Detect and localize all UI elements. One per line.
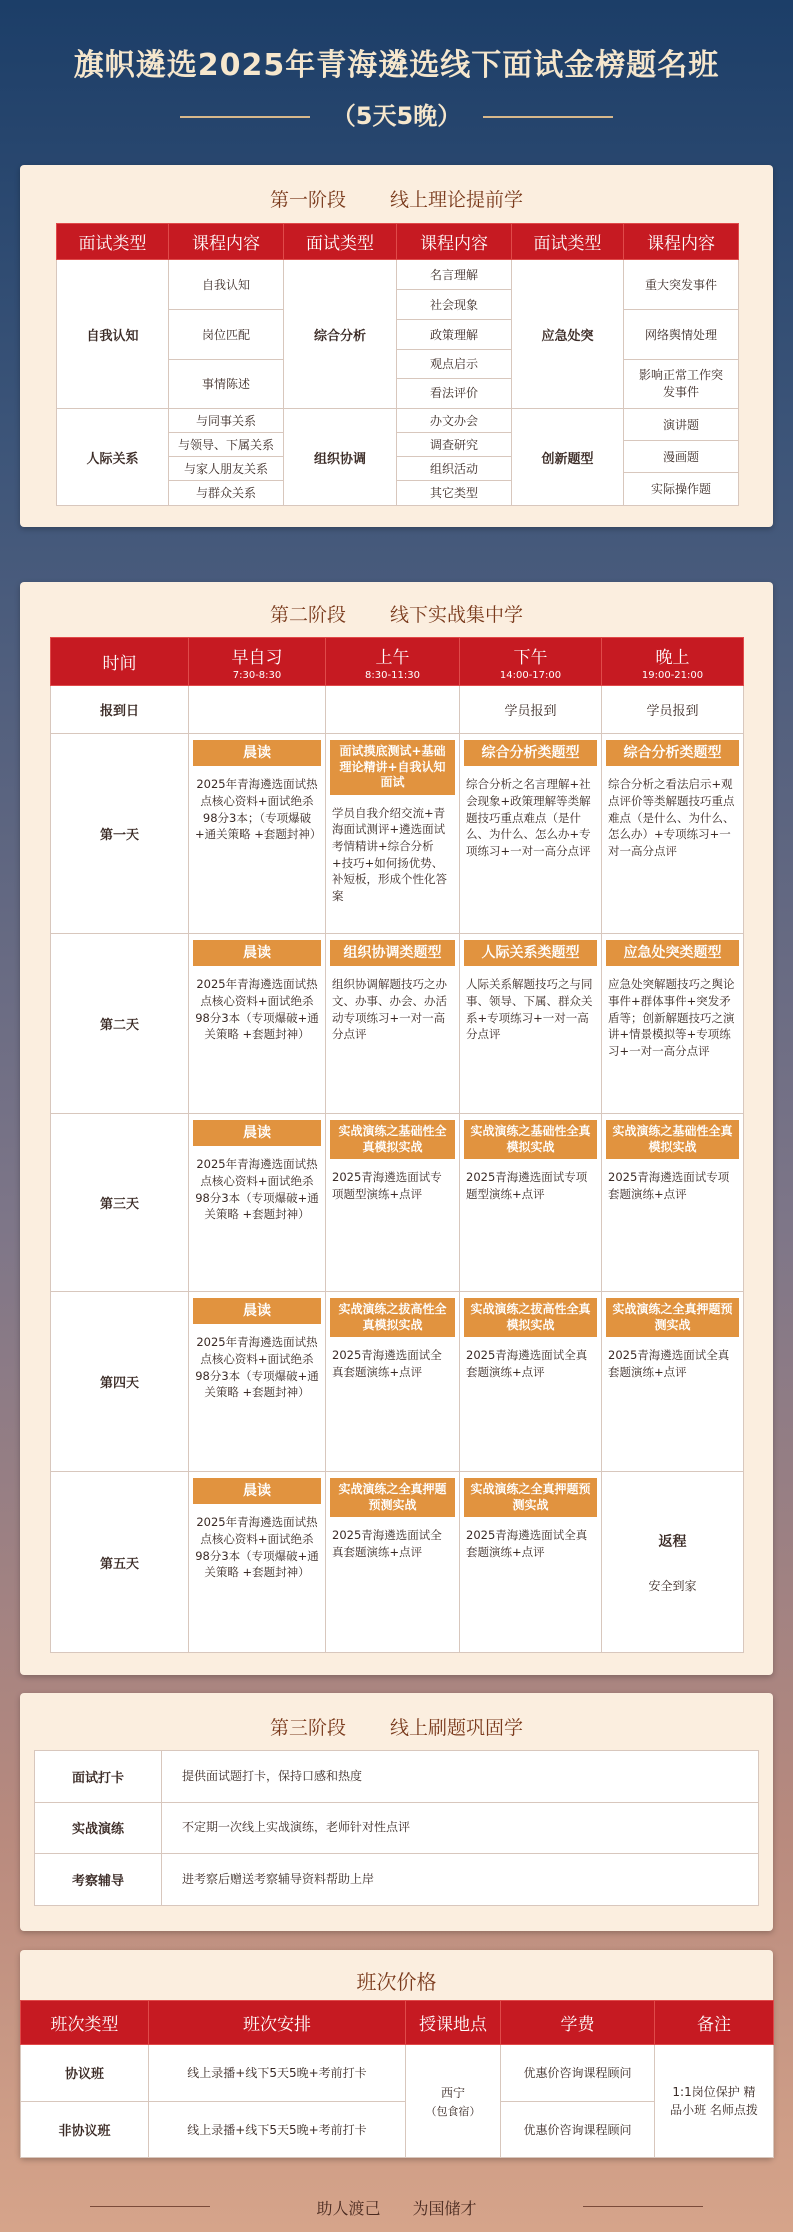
s2-header-time: 时间	[51, 638, 189, 686]
day5-ev-title: 返程	[658, 1533, 687, 1550]
day1-morning-tag: 晨读	[193, 740, 321, 766]
stage3-title: 第三阶段 线上刷题巩固学	[269, 1717, 524, 1739]
price-fee: 优惠价咨询课程顾问	[501, 2101, 655, 2158]
s1-header: 面试类型	[284, 224, 397, 260]
day1-am-tag: 面试摸底测试+基础理论精讲+自我认知面试	[330, 740, 455, 795]
day5-pm-text: 2025青海遴选面试全真套题演练+点评	[466, 1528, 588, 1559]
day3-pm-text: 2025青海遴选面试专项题型演练+点评	[466, 1170, 588, 1201]
s1-type: 创新题型	[512, 409, 624, 506]
arrive-ev: 学员报到	[602, 686, 744, 734]
subtitle-line-right	[483, 116, 613, 118]
day4-pm-tag: 实战演练之拔高性全真模拟实战	[464, 1298, 597, 1337]
s1-item: 与家人朋友关系	[169, 457, 283, 481]
s1-item: 调查研究	[397, 433, 511, 457]
day4-label: 第四天	[51, 1292, 189, 1472]
s1-type: 自我认知	[57, 260, 169, 409]
footer-line-right	[583, 2206, 703, 2207]
s3-label: 实战演练	[35, 1802, 162, 1854]
day1-pm-tag: 综合分析类题型	[464, 740, 597, 766]
day1-am-text: 学员自我介绍交流+青海面试测评+遴选面试考情精讲+综合分析+技巧+如何扬优势、补短板，形成个性化答案	[332, 805, 447, 904]
price-panel	[20, 1950, 773, 2158]
stage1-panel	[20, 165, 773, 527]
day2-am-text: 组织协调解题技巧之办文、办事、办会、办活动专项练习+一对一高分点评	[332, 977, 447, 1042]
price-fee: 优惠价咨询课程顾问	[501, 2045, 655, 2102]
price-header: 学费	[501, 2001, 655, 2045]
day3-am-text: 2025青海遴选面试专项题型演练+点评	[332, 1170, 442, 1201]
s1-item: 其它类型	[429, 486, 478, 500]
day3-morning-text: 2025年青海遴选面试热点核心资料+面试绝杀98分3本（专项爆破+通关策略 +套题封神）	[195, 1157, 319, 1222]
day5-morning-tag: 晨读	[193, 1478, 321, 1504]
day3-pm-tag: 实战演练之基础性全真模拟实战	[464, 1120, 597, 1159]
s1-item: 与同事关系	[169, 409, 283, 433]
day2-pm-tag: 人际关系类题型	[464, 940, 597, 966]
day4-pm-text: 2025青海遴选面试全真套题演练+点评	[466, 1348, 588, 1379]
day4-am-text: 2025青海遴选面试全真套题演练+点评	[332, 1348, 442, 1379]
price-header: 授课地点	[406, 2001, 501, 2045]
day2-ev-tag: 应急处突类题型	[606, 940, 739, 966]
s1-item: 政策理解	[397, 320, 511, 350]
price-header: 备注	[655, 2001, 774, 2045]
s1-item: 事情陈述	[201, 377, 250, 391]
s3-text: 不定期一次线上实战演练，老师针对性点评	[162, 1802, 759, 1854]
s1-header: 面试类型	[57, 224, 169, 260]
s1-item: 看法评价	[429, 386, 478, 400]
day4-morning-text: 2025年青海遴选面试热点核心资料+面试绝杀98分3本（专项爆破+通关策略 +套题封神）	[195, 1335, 319, 1400]
s1-type: 人际关系	[57, 409, 169, 506]
s2-header-pm: 下午 14:00-17:00	[460, 638, 602, 686]
price-header: 班次类型	[21, 2001, 149, 2045]
day5-morning-text: 2025年青海遴选面试热点核心资料+面试绝杀98分3本（专项爆破+通关策略 +套题封神）	[195, 1515, 319, 1580]
s1-item: 自我认知	[169, 260, 283, 310]
day1-ev-tag: 综合分析类题型	[606, 740, 739, 766]
arrive-day: 报到日	[51, 686, 189, 734]
s3-label: 考察辅导	[35, 1854, 162, 1906]
stage1-title: 第一阶段 线上理论提前学	[269, 189, 524, 211]
s1-item: 与领导、下属关系	[169, 433, 283, 457]
page-subtitle: （5天5晚）	[331, 102, 462, 130]
s1-header: 课程内容	[624, 224, 739, 260]
day3-am-tag: 实战演练之基础性全真模拟实战	[330, 1120, 455, 1159]
s1-item: 观点启示	[397, 350, 511, 379]
s2-header-morning: 早自习 7:30-8:30	[189, 638, 326, 686]
s1-item: 办文办会	[397, 409, 511, 433]
arrive-pm: 学员报到	[460, 686, 602, 734]
day3-ev-tag: 实战演练之基础性全真模拟实战	[606, 1120, 739, 1159]
price-type: 非协议班	[21, 2101, 149, 2158]
price-title: 班次价格	[356, 1970, 437, 1994]
day3-morning-tag: 晨读	[193, 1120, 321, 1146]
day4-morning-tag: 晨读	[193, 1298, 321, 1324]
s1-item: 岗位匹配	[169, 310, 283, 360]
day5-am-tag: 实战演练之全真押题预测实战	[330, 1478, 455, 1517]
stage2-table	[50, 637, 744, 1653]
s1-item: 名言理解	[397, 260, 511, 290]
price-table	[20, 2000, 774, 2158]
day1-label: 第一天	[51, 734, 189, 934]
page-title: 旗帜遴选2025年青海遴选线下面试金榜题名班	[73, 48, 720, 83]
price-location: 西宁 （包食宿）	[406, 2045, 501, 2158]
price-plan: 线上录播+线下5天5晚+考前打卡	[149, 2101, 406, 2158]
day3-ev-text: 2025青海遴选面试专项套题演练+点评	[608, 1170, 730, 1201]
s3-label: 面试打卡	[35, 1751, 162, 1803]
footer-slogan: 助人渡己 为国储才	[316, 2199, 477, 2218]
price-type: 协议班	[21, 2045, 149, 2102]
s1-item: 漫画题	[624, 441, 738, 473]
s1-item: 实际操作题	[650, 482, 711, 496]
stage3-panel	[20, 1693, 773, 1931]
s1-item: 与群众关系	[195, 486, 256, 500]
stage1-table	[56, 223, 739, 506]
day4-am-tag: 实战演练之拔高性全真模拟实战	[330, 1298, 455, 1337]
s1-header: 面试类型	[512, 224, 624, 260]
s2-header-evening: 晚上 19:00-21:00	[602, 638, 744, 686]
s1-item: 演讲题	[624, 409, 738, 441]
s1-header: 课程内容	[169, 224, 284, 260]
day4-ev-text: 2025青海遴选面试全真套题演练+点评	[608, 1348, 730, 1379]
s1-item: 网络舆情处理	[624, 310, 738, 360]
stage3-table	[34, 1750, 759, 1906]
day4-ev-tag: 实战演练之全真押题预测实战	[606, 1298, 739, 1337]
s1-item: 影响正常工作突发事件	[638, 368, 723, 399]
s3-text: 进考察后赠送考察辅导资料帮助上岸	[162, 1854, 759, 1906]
day1-ev-text: 综合分析之看法启示+观点评价等类解题技巧重点难点（是什么、为什么、怎么办）+专项练习+一对一高分点评	[608, 777, 735, 858]
price-header: 班次安排	[149, 2001, 406, 2045]
day2-ev-text: 应急处突解题技巧之舆论事件+群体事件+突发矛盾等；创新解题技巧之演讲+情景模拟等+专项练习+一对一高分点评	[608, 977, 735, 1058]
day2-morning-text: 2025年青海遴选面试热点核心资料+面试绝杀98分3本（专项爆破+通关策略 +套题封神）	[195, 977, 319, 1042]
day2-label: 第二天	[51, 934, 189, 1114]
day2-am-tag: 组织协调类题型	[330, 940, 455, 966]
price-note: 1:1岗位保护 精品小班 名师点拨	[655, 2045, 774, 2158]
stage2-panel	[20, 582, 773, 1675]
s1-item: 社会现象	[397, 290, 511, 320]
s1-header: 课程内容	[397, 224, 512, 260]
day1-pm-text: 综合分析之名言理解+社会现象+政策理解等类解题技巧重点难点（是什么、为什么、怎么办+专项练习+一对一高分点评	[466, 777, 591, 858]
day2-pm-text: 人际关系解题技巧之与同事、领导、下属、群众关系+专项练习+一对一高分点评	[466, 977, 593, 1042]
day5-ev-text: 安全到家	[648, 1578, 697, 1593]
day1-morning-text: 2025年青海遴选面试热点核心资料+面试绝杀98分3本；（专项爆破+通关策略 +套题封神）	[195, 777, 322, 842]
s3-text: 提供面试题打卡，保持口感和热度	[162, 1751, 759, 1803]
s1-item: 重大突发事件	[624, 260, 738, 310]
price-plan: 线上录播+线下5天5晚+考前打卡	[149, 2045, 406, 2102]
stage2-title: 第二阶段 线下实战集中学	[269, 604, 524, 626]
s2-header-am: 上午 8:30-11:30	[326, 638, 460, 686]
s1-type: 组织协调	[284, 409, 397, 506]
s1-type: 应急处突	[512, 260, 624, 409]
day5-label: 第五天	[51, 1472, 189, 1653]
s1-type: 综合分析	[284, 260, 397, 409]
day3-label: 第三天	[51, 1114, 189, 1292]
day2-morning-tag: 晨读	[193, 940, 321, 966]
day5-pm-tag: 实战演练之全真押题预测实战	[464, 1478, 597, 1517]
day5-am-text: 2025青海遴选面试全真套题演练+点评	[332, 1528, 442, 1559]
s1-item: 组织活动	[397, 457, 511, 481]
